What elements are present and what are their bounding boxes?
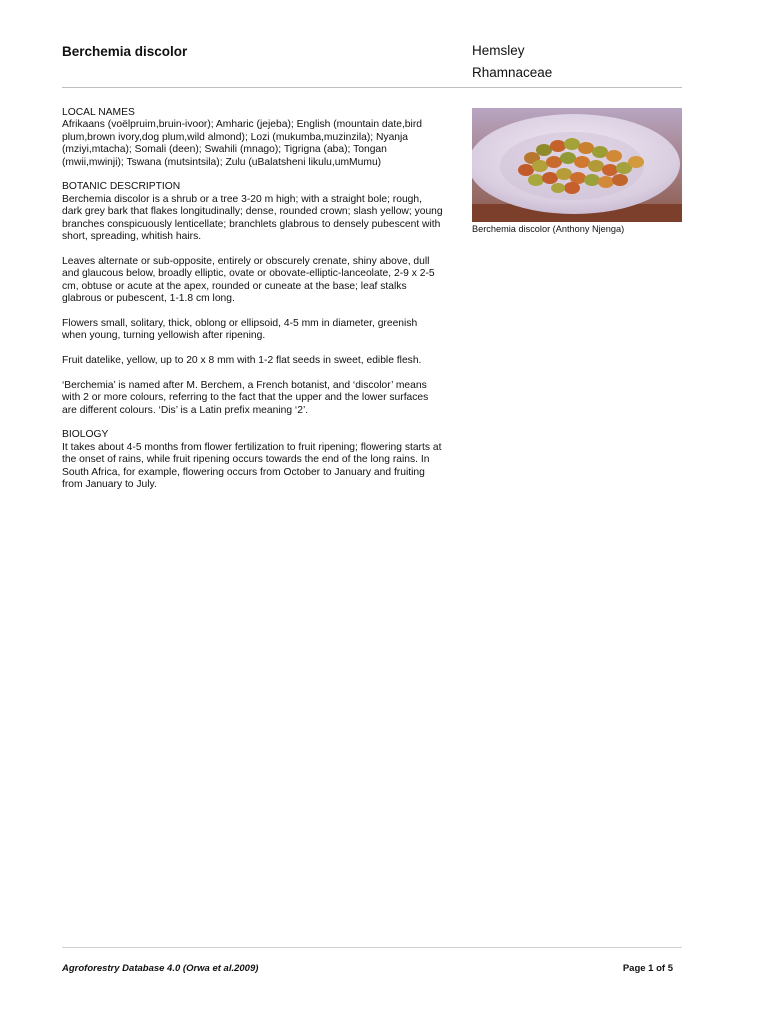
- biology-heading: BIOLOGY: [62, 429, 109, 441]
- main-text-column: [62, 107, 444, 504]
- footer-divider: [62, 947, 682, 948]
- local-names-heading: LOCAL NAMES: [62, 107, 135, 118]
- photo-caption: Berchemia discolor (Anthony Njenga): [472, 224, 625, 234]
- plant-family: Rhamnaceae: [472, 65, 553, 80]
- botanic-paragraph-4: Fruit datelike, yellow, up to 20 x 8 mm with 1-2 flat seeds in sweet, edible flesh.: [62, 355, 422, 367]
- botanic-paragraph-1: Berchemia discolor is a shrub or a tree 3-20 m high; with a straight bole; rough, dark grey bark that flakes longitudinally; dense, rounded crown; slash yellow; young branches conspicuously lenticellate; branchlets glabrous to densely pubescent with short, spreading, whitish hairs.: [62, 193, 443, 243]
- botanic-paragraph-2: Leaves alternate or sub-opposite, entirely or obscurely crenate, shiny above, dull and glaucous below, broadly elliptic, ovate or obovate-elliptic-lanceolate, 2-9 x 2-5 cm, obtuse or acute at the apex, rounded or cuneate at the base; leaf stalks glabrous or pubescent, 1-1.8 cm long.: [62, 255, 435, 305]
- fruit-photo: [472, 108, 682, 222]
- header-divider: [62, 87, 682, 88]
- document-title: Berchemia discolor: [62, 44, 188, 59]
- species-author: Hemsley: [472, 43, 525, 58]
- footer-source: Agroforestry Database 4.0 (Orwa et al.2009): [62, 963, 259, 974]
- botanic-description-heading: BOTANIC DESCRIPTION: [62, 181, 181, 193]
- local-names-text: Afrikaans (voëlpruim,bruin-ivoor); Amharic (jejeba); English (mountain date,bird plum,brown ivory,dog plum,wild almond); Lozi (mukumba,muzinzila); Nyanja (mziyi,mtacha); Somali (deen); Swahili (mnago); Tigrigna (aba); Tongan (mwii,mwinji); Tswana (mutsintsila); Zulu (uBalatsheni likulu,umMumu): [62, 119, 422, 168]
- page-number: Page 1 of 5: [622, 963, 673, 974]
- botanic-paragraph-3: Flowers small, solitary, thick, oblong or ellipsoid, 4-5 mm in diameter, greenish when young, turning yellowish after ripening.: [62, 317, 418, 342]
- biology-text: It takes about 4-5 months from flower fertilization to fruit ripening; flowering starts at the onset of rains, while fruit ripening occurs towards the end of the long rains. In South Africa, for example, flowering occurs from October to January and fruiting from January to July.: [62, 441, 442, 491]
- botanic-paragraph-5: ‘Berchemia’ is named after M. Berchem, a French botanist, and ‘discolor’ means with 2 or more colours, referring to the fact that the upper and the lower surfaces are different colours. ‘Dis’ is a Latin prefix meaning ‘2’.: [62, 379, 429, 416]
